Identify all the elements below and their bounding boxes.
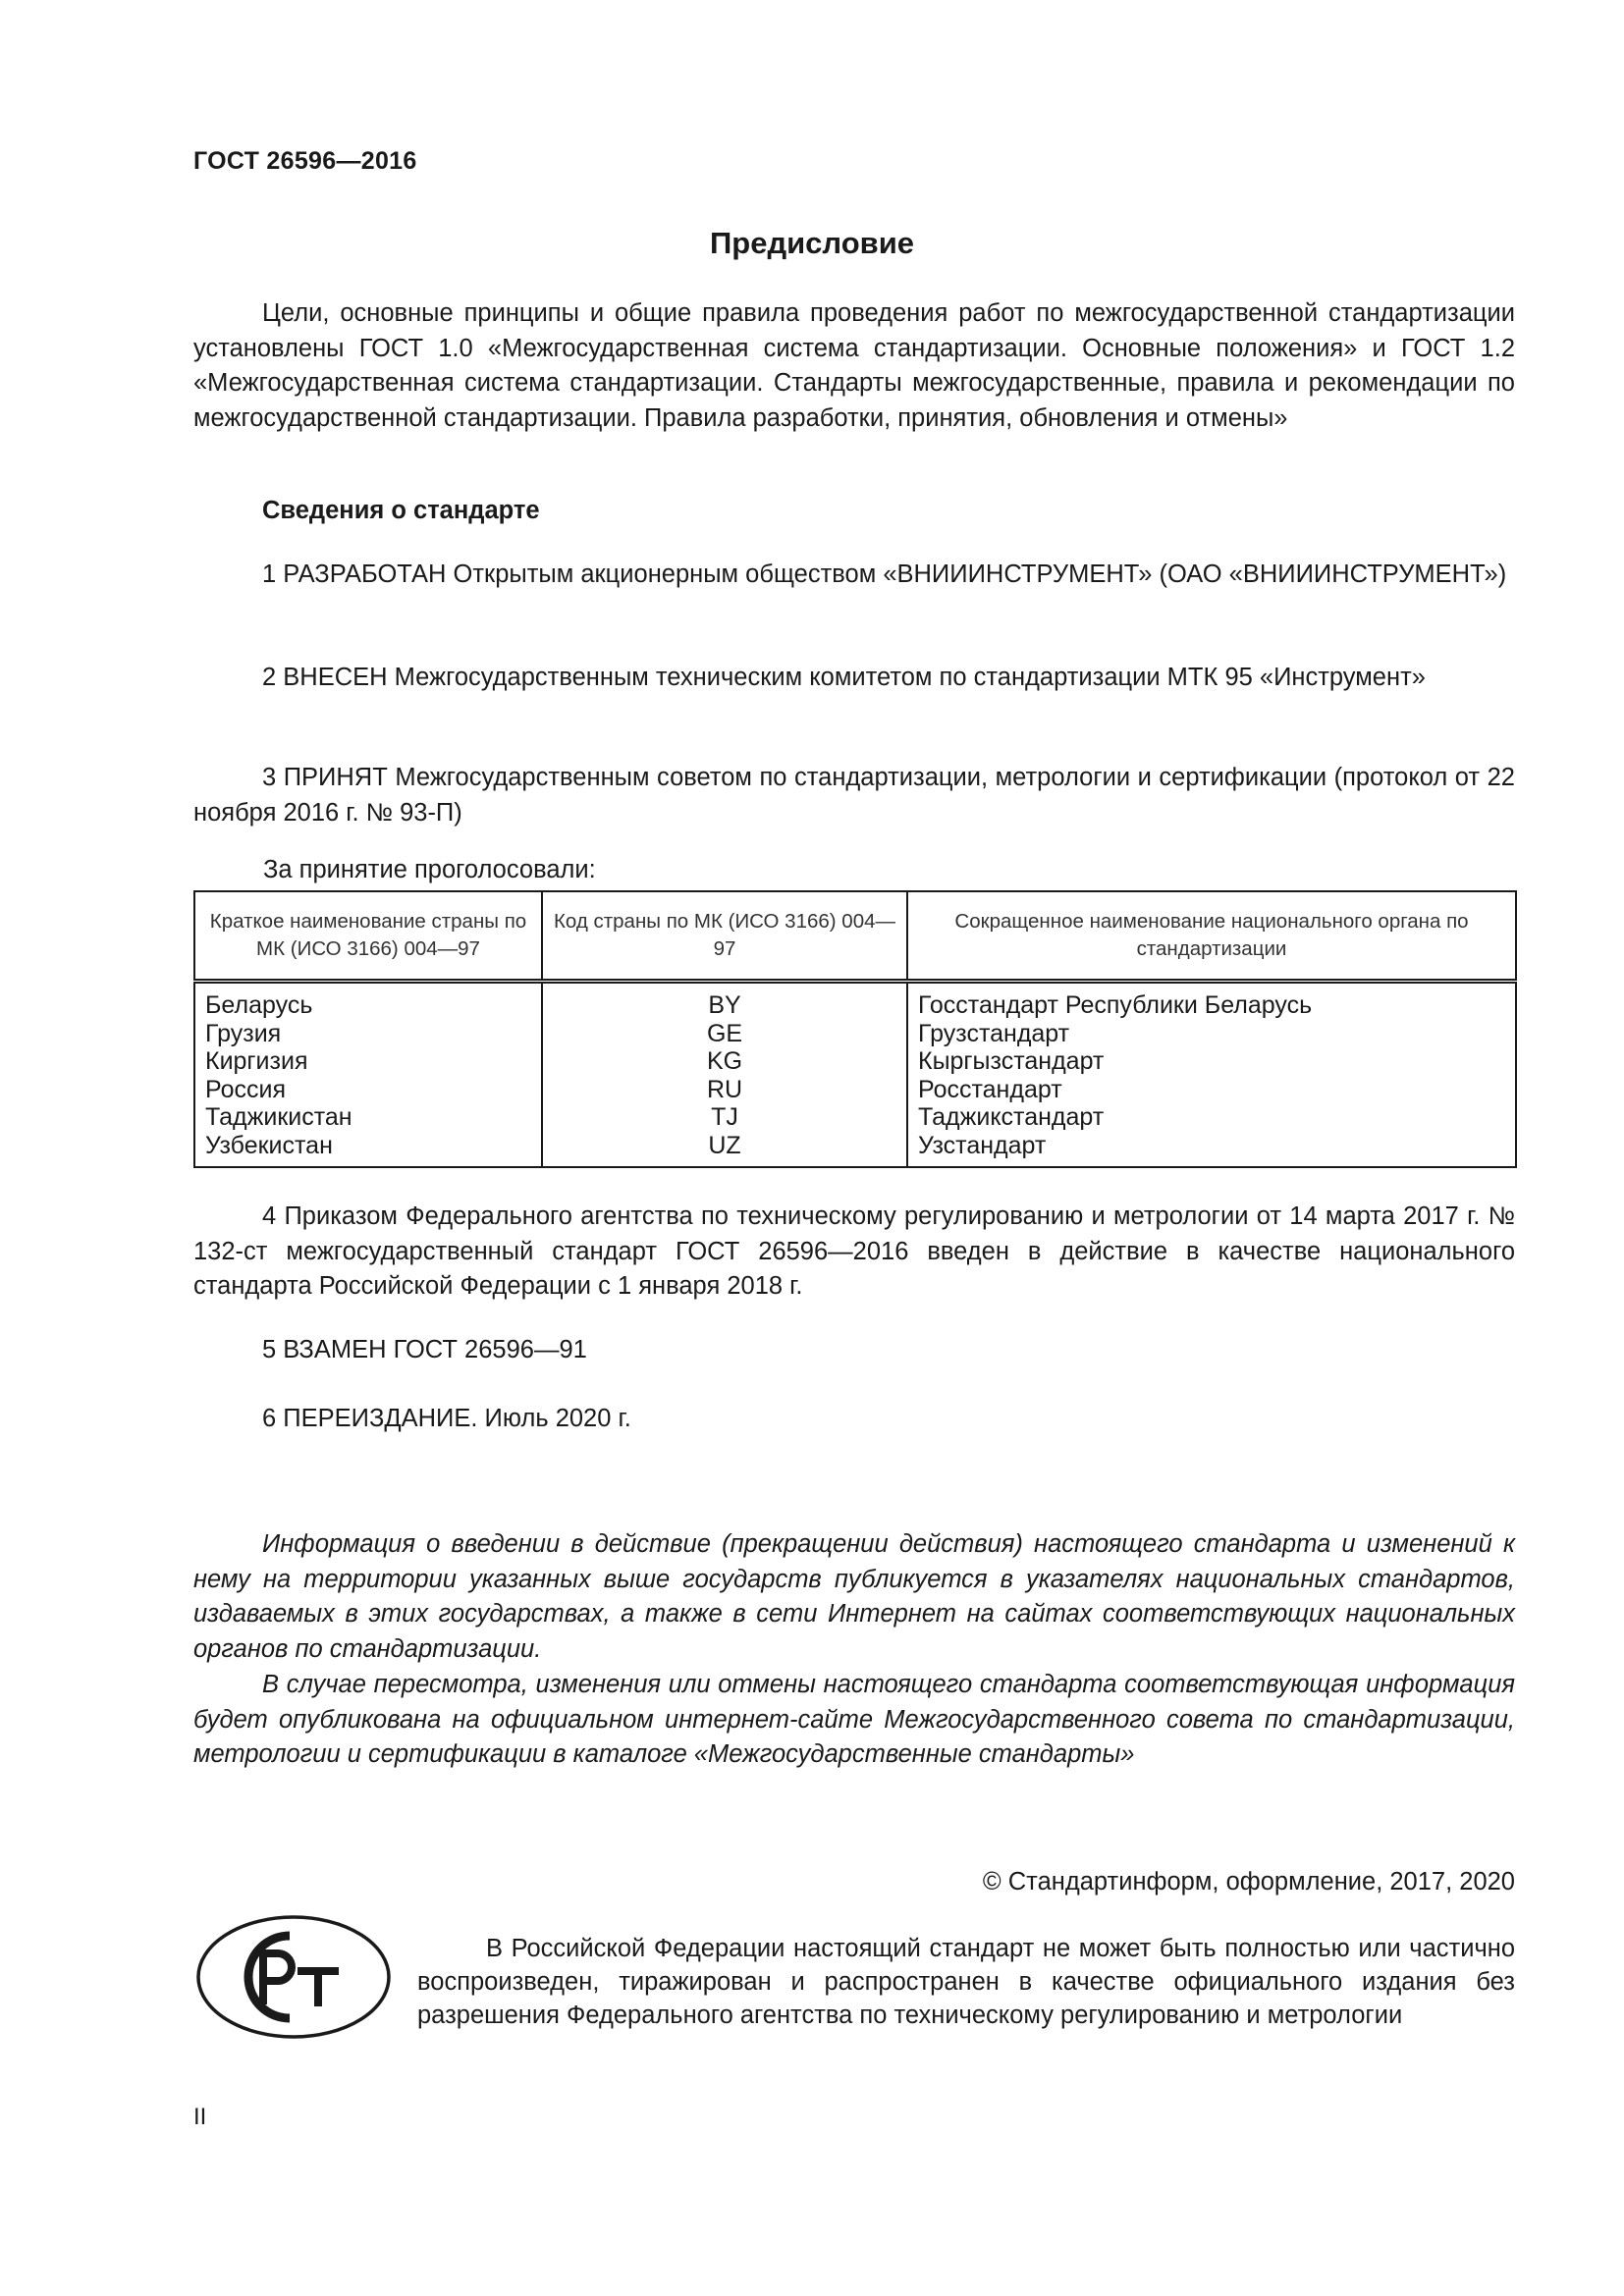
table-row xyxy=(194,1076,1516,1104)
page-number: II xyxy=(193,2104,207,2130)
notice-2-text: В случае пересмотра, изменения или отмены настоящего стандарта соответствующая информация будет опубликована на официальном интернет-сайте Межгосударственного совета по стандартизации, метрологии и сертификации в каталоге «Межгосударственные стандарты» xyxy=(193,1671,1515,1768)
cell-body: Таджикстандарт xyxy=(907,1103,1516,1132)
cell-body: Грузстандарт xyxy=(907,1020,1516,1048)
item-3 xyxy=(193,761,1515,830)
cell-body: Узстандарт xyxy=(907,1132,1516,1168)
cell-country: Грузия xyxy=(194,1020,542,1048)
cell-country: Беларусь xyxy=(194,982,542,1020)
rights-text: В Российской Федерации настоящий стандарт не может быть полностью или частично воспроизведен, тиражирован и распространен в качестве официального издания без разрешения Федерального агентства по техническому регулированию и метрологии xyxy=(417,1935,1515,2029)
document-designation: ГОСТ 26596—2016 xyxy=(193,147,417,175)
item-4 xyxy=(193,1200,1515,1305)
item-4-text: 4 Приказом Федерального агентства по техническому регулированию и метрологии от 14 марта 2017 г. № 132-ст межгосударственный стандарт ГОСТ 26596—2016 введен в действие в качестве национального стандарта Российской Федерации с 1 января 2018 г. xyxy=(193,1202,1515,1300)
item-6 xyxy=(193,1402,1515,1437)
table-row xyxy=(194,1047,1516,1076)
item-2-text: 2 ВНЕСЕН Межгосударственным техническим комитетом по стандартизации МТК 95 «Инструмент» xyxy=(262,664,1426,691)
cell-code: TJ xyxy=(542,1103,907,1132)
cell-country: Россия xyxy=(194,1076,542,1104)
cell-body: Кыргызстандарт xyxy=(907,1047,1516,1076)
cell-code: BY xyxy=(542,982,907,1020)
cell-code: RU xyxy=(542,1076,907,1104)
cell-country: Таджикистан xyxy=(194,1103,542,1132)
intro-text: Цели, основные принципы и общие правила проведения работ по межгосударственной стандартизации установлены ГОСТ 1.0 «Межгосударственная система стандартизации. Основные положения» и ГОСТ 1.2 «Межгосударственная система стандартизации. Стандарты межгосударственные, правила и рекомендации по межгосударственной стандартизации. Правила разработки, принятия, обновления и отмены» xyxy=(193,299,1515,432)
table-row xyxy=(194,982,1516,1020)
info-heading xyxy=(193,494,1515,529)
header-body: Сокращенное наименование национального органа по стандартизации xyxy=(907,891,1516,982)
rst-mark-icon xyxy=(195,1914,392,2045)
cell-code: GE xyxy=(542,1020,907,1048)
cell-code: KG xyxy=(542,1047,907,1076)
item-5 xyxy=(193,1333,1515,1368)
item-1-text: 1 РАЗРАБОТАН Открытым акционерным обществом «ВНИИИНСТРУМЕНТ» (ОАО «ВНИИИНСТРУМЕНТ») xyxy=(262,561,1507,588)
intro-paragraph xyxy=(193,296,1515,436)
notice-paragraph-1 xyxy=(193,1527,1515,1667)
item-3-text: 3 ПРИНЯТ Межгосударственным советом по стандартизации, метрологии и сертификации (протокол от 22 ноября 2016 г. № 93-П) xyxy=(193,764,1515,827)
header-code: Код страны по МК (ИСО 3166) 004—97 xyxy=(542,891,907,982)
copyright-notice: © Стандартинформ, оформление, 2017, 2020 xyxy=(982,1868,1515,1896)
info-heading-text: Сведения о стандарте xyxy=(262,497,540,524)
cell-body: Росстандарт xyxy=(907,1076,1516,1104)
notice-paragraph-2 xyxy=(193,1668,1515,1773)
voting-table xyxy=(193,890,1517,1168)
item-2 xyxy=(193,661,1515,696)
cell-country: Узбекистан xyxy=(194,1132,542,1168)
cell-code: UZ xyxy=(542,1132,907,1168)
vote-label: За принятие проголосовали: xyxy=(263,856,596,883)
notice-1-text: Информация о введении в действие (прекращении действия) настоящего стандарта и изменений к нему на территории указанных выше государств публикуется в указателях национальных стандартов, издаваемых в этих государствах, а также в сети Интернет на сайтах соответствующих национальных органов по стандартизации. xyxy=(193,1530,1515,1663)
rights-notice xyxy=(417,1932,1515,2032)
table-row xyxy=(194,1132,1516,1168)
item-6-text: 6 ПЕРЕИЗДАНИЕ. Июль 2020 г. xyxy=(262,1405,631,1432)
table-row xyxy=(194,1103,1516,1132)
page-title: Предисловие xyxy=(709,226,914,260)
cell-country: Киргизия xyxy=(194,1047,542,1076)
item-1 xyxy=(193,558,1515,593)
table-header-row xyxy=(194,891,1516,982)
table-row xyxy=(194,1020,1516,1048)
cell-body: Госстандарт Республики Беларусь xyxy=(907,982,1516,1020)
header-country: Краткое наименование страны по МК (ИСО 3166) 004—97 xyxy=(194,891,542,982)
item-5-text: 5 ВЗАМЕН ГОСТ 26596—91 xyxy=(262,1336,587,1363)
